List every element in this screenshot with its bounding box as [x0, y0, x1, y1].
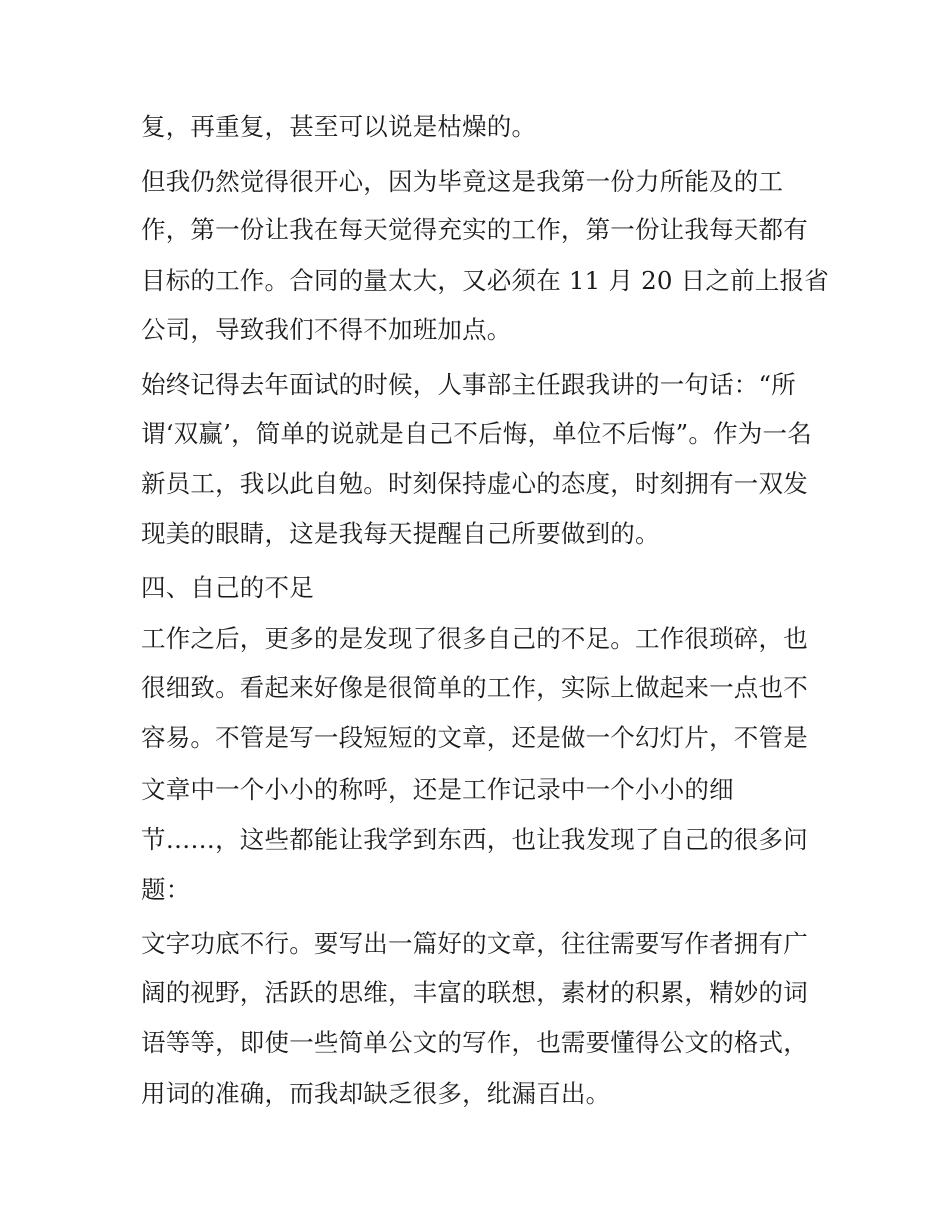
text-line: 很细致。看起来好像是很简单的工作，实际上做起来一点也不	[141, 673, 808, 702]
text-line: 语等等，即使一些简单公文的写作，也需要懂得公文的格式，	[141, 1028, 808, 1057]
text-line: 谓‘双赢’，简单的说就是自己不后悔，单位不后悔”。作为一名	[141, 419, 812, 448]
text-line: 目标的工作。合同的量太大，又必须在 11 月 20 日之前上报省	[141, 266, 829, 295]
text-line: 容易。不管是写一段短短的文章，还是做一个幻灯片，不管是	[141, 723, 808, 752]
text-line: 阔的视野，活跃的思维，丰富的联想，素材的积累，精妙的词	[141, 978, 808, 1007]
text-line: 节……，这些都能让我学到东西，也让我发现了自己的很多问	[141, 825, 808, 854]
section-heading: 四、自己的不足	[141, 573, 314, 602]
text-line: 用词的准确，而我却缺乏很多，纰漏百出。	[141, 1079, 611, 1108]
text-line: 公司，导致我们不得不加班加点。	[141, 315, 512, 344]
text-line: 题：	[141, 875, 191, 904]
text-line: 作，第一份让我在每天觉得充实的工作，第一份让我每天都有	[141, 215, 808, 244]
text-line: 文字功底不行。要写出一篇好的文章，往往需要写作者拥有广	[141, 929, 808, 958]
text-line: 复，再重复，甚至可以说是枯燥的。	[141, 112, 537, 141]
text-line: 现美的眼睛，这是我每天提醒自己所要做到的。	[141, 519, 660, 548]
text-line: 新员工，我以此自勉。时刻保持虚心的态度，时刻拥有一双发	[141, 469, 808, 498]
text-line: 始终记得去年面试的时候，人事部主任跟我讲的一句话：“所	[141, 370, 796, 399]
text-line: 文章中一个小小的称呼，还是工作记录中一个小小的细	[141, 775, 734, 804]
text-line: 工作之后，更多的是发现了很多自己的不足。工作很琐碎，也	[141, 624, 808, 653]
text-line: 但我仍然觉得很开心，因为毕竟这是我第一份力所能及的工	[141, 167, 784, 196]
